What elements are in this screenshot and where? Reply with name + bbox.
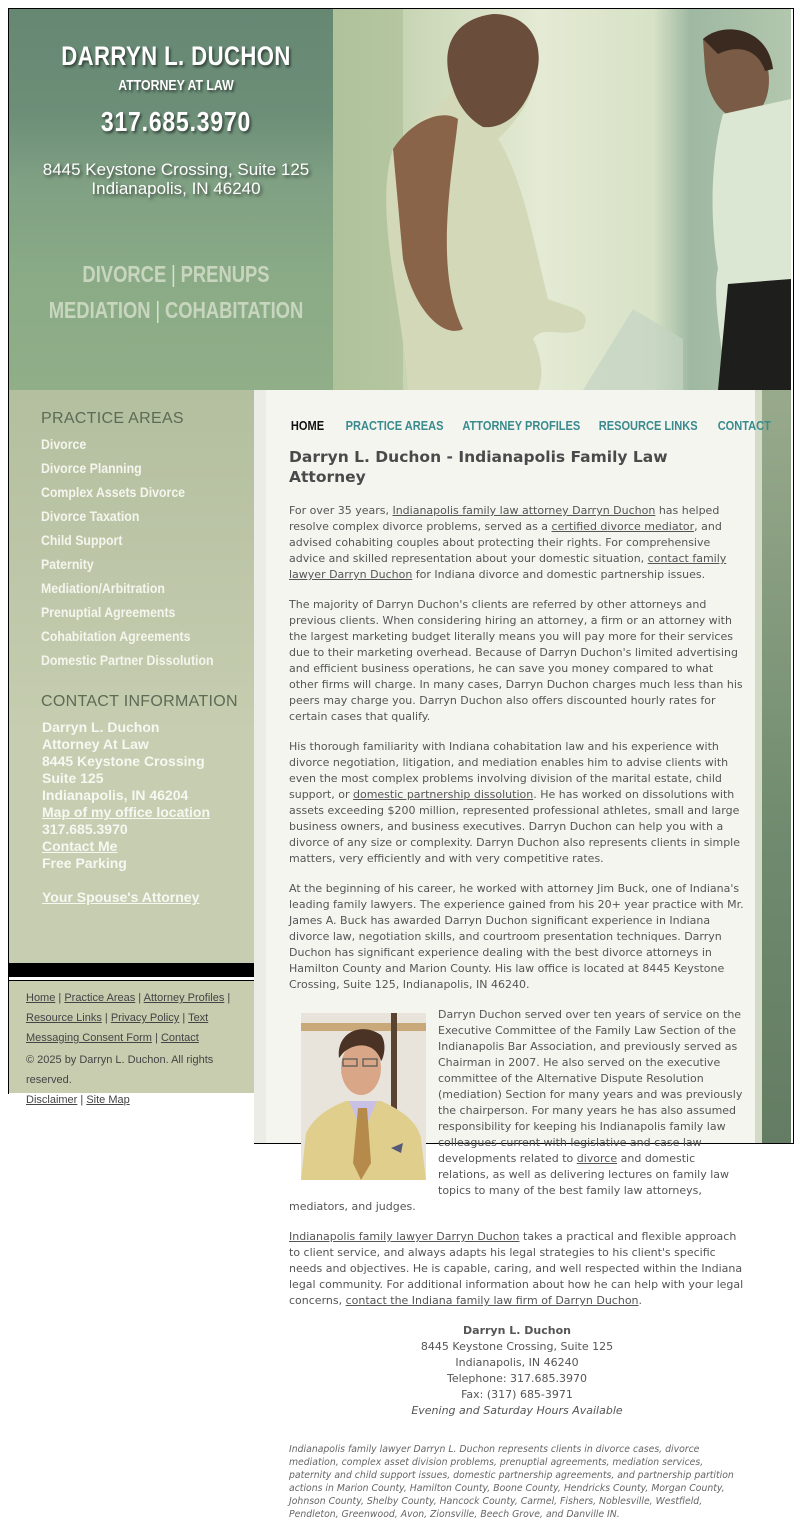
tab-resource-links[interactable]: RESOURCE LINKS — [598, 417, 698, 433]
header-name: DARRYN L. DUCHON — [61, 41, 291, 71]
paragraph-text: and domestic relations, as well as delivering lectures on family law topics to many of the best family law attorneys, mediators, and judges. — [289, 1152, 729, 1213]
paragraph-text: . He has worked on dissolutions with assets exceeding $200 million, represented professional athletes, small and large business owners, and business executives. Darryn Duchon can help you with a divorce of any size or complexity. Darryn Duchon also represents clients in simple matters, very efficiently and with very competitive rates. — [289, 788, 740, 865]
tab-contact[interactable]: CONTACT — [717, 417, 771, 433]
footer-link-text-messaging-consent[interactable]: Text Messaging Consent Form — [26, 1012, 209, 1044]
spouse-attorney-link[interactable]: Your Spouse's Attorney — [42, 889, 200, 905]
paragraph-text: takes a practical and flexible approach to client service, and always adapts his legal strategies to his client's specific needs and objectives. He is capable, caring, and well respected within the Indiana legal community. For additional information about how he can help with your legal concerns, — [289, 1230, 744, 1307]
header-banner — [9, 9, 791, 390]
paragraph-text: His thorough familiarity with Indiana cohabitation law and his experience with divorce negotiation, litigation, and mediation enables him to advise clients with even the most complex problems involving division of the marital estate, child support, or — [289, 740, 729, 801]
contact-name: Darryn L. Duchon — [42, 719, 160, 735]
inline-link[interactable]: contact the Indiana family law firm of Darryn Duchon — [345, 1294, 639, 1307]
footer: Home | Practice Areas | Attorney Profiles | Resource Links | Privacy Policy | Text Messaging Consent Form | Contact © 2025 by Darryn L. Duchon. All rights reserved. Disclaimer | Site Map — [9, 981, 254, 1093]
inline-link[interactable]: domestic partnership dissolution — [352, 788, 534, 801]
header-info-panel — [9, 9, 333, 390]
sidebar-item-divorce-planning[interactable]: Divorce Planning — [41, 460, 142, 476]
tagline-mediation: MEDIATION — [48, 297, 151, 323]
inline-link[interactable]: Indianapolis family lawyer Darryn Duchon — [289, 1230, 520, 1243]
address-fax: Fax: (317) 685-3971 — [461, 1388, 573, 1401]
right-border-light — [755, 390, 762, 1143]
header-couple-photo — [333, 9, 791, 390]
footer-link-resource-links[interactable]: Resource Links — [26, 1012, 102, 1024]
tagline-row-1: DIVORCE | PRENUPS — [82, 261, 270, 287]
inline-link[interactable]: divorce — [576, 1152, 618, 1165]
tab-practice-areas[interactable]: PRACTICE AREAS — [345, 417, 444, 433]
sidebar-item-cohabitation-agreements[interactable]: Cohabitation Agreements — [41, 628, 191, 644]
paragraph-intro — [289, 503, 745, 583]
contact-title: Attorney At Law — [42, 736, 149, 752]
footer-link-contact[interactable]: Contact — [160, 1032, 199, 1044]
footer-link-practice-areas[interactable]: Practice Areas — [64, 992, 136, 1004]
paragraph-referrals — [289, 597, 745, 725]
sidebar-item-prenuptial-agreements[interactable]: Prenuptial Agreements — [41, 604, 176, 620]
tagline-divorce: DIVORCE — [82, 261, 167, 287]
paragraph-text: Darryn Duchon served over ten years of service on the Executive Committee of the Family Law Section of the Indianapolis Bar Association, and previously served as Chairman in 2007. He also served on the executive committee of the Alternative Dispute Resolution (mediation) Section for many years and was previously the chairperson. For many years he has also assumed responsibility for keeping his Indianapolis family law colleagues current with legislative and case law developments related to — [438, 1008, 743, 1165]
contact-me-link[interactable]: Contact Me — [42, 838, 118, 854]
address-hours: Evening and Saturday Hours Available — [411, 1404, 623, 1417]
paragraph-text: . — [638, 1294, 643, 1307]
sidebar-item-paternity[interactable]: Paternity — [41, 556, 94, 572]
sidebar-item-mediation-arbitration[interactable]: Mediation/Arbitration — [41, 580, 165, 596]
footer-link-site-map[interactable]: Site Map — [86, 1094, 130, 1106]
address-city: Indianapolis, IN 46240 — [455, 1356, 579, 1369]
address-telephone: Telephone: 317.685.3970 — [446, 1372, 588, 1385]
sidebar-divider-bar — [9, 963, 254, 977]
right-border-green — [762, 390, 791, 1143]
contact-suite: Suite 125 — [42, 770, 104, 786]
paragraph-text: At the beginning of his career, he worked with attorney Jim Buck, one of Indiana's leading family lawyers. The experience gained from his 20+ year practice with Mr. James A. Buck has awarded Darryn Duchon significant experience in Indiana divorce law, negotiation skills, and courtroom presentation techniques. Darryn Duchon has significant experience dealing with the best divorce attorneys in Hamilton County and Marion County. His law office is located at 8445 Keystone Crossing, Suite 125, Indianapolis, IN 46240. — [289, 882, 744, 991]
contact-city: Indianapolis, IN 46204 — [42, 787, 189, 803]
sidebar-item-child-support[interactable]: Child Support — [41, 532, 123, 548]
sidebar-item-divorce-taxation[interactable]: Divorce Taxation — [41, 508, 140, 524]
tagline-row-2: MEDIATION | COHABITATION — [48, 297, 304, 323]
footer-link-privacy-policy[interactable]: Privacy Policy — [110, 1012, 180, 1024]
inline-link[interactable]: Indianapolis family law attorney Darryn Duchon — [392, 504, 656, 517]
sidebar-item-complex-assets-divorce[interactable]: Complex Assets Divorce — [41, 484, 186, 500]
paragraph-experience — [289, 739, 745, 867]
address-name: Darryn L. Duchon — [463, 1324, 571, 1337]
paragraph-text: For over 35 years, — [289, 504, 393, 517]
inline-link[interactable]: contact family lawyer Darryn Duchon — [289, 552, 727, 581]
paragraph-career — [289, 881, 745, 993]
paragraph-text: , and advised cohabiting couples about protecting their rights. For comprehensive advice and skilled representation about your domestic situation, — [289, 520, 722, 565]
header-phone: 317.685.3970 — [100, 106, 252, 137]
top-nav — [288, 416, 771, 434]
tagline-prenups: PRENUPS — [180, 261, 270, 287]
contact-phone: 317.685.3970 — [42, 821, 128, 837]
sidebar-item-domestic-partner-dissolution[interactable]: Domestic Partner Dissolution — [41, 652, 214, 668]
map-office-link[interactable]: Map of my office location — [42, 804, 211, 820]
paragraph-text: The majority of Darryn Duchon's clients are referred by other attorneys and previous clients. When considering hiring an attorney, a firm or an attorney with the largest marketing budget literally means you will pay more for their services due to their marketing overhead. Because of Darryn Duchon's limited advertising and efficient business operations, he can save you money compared to what other firms will charge. In many cases, Darryn Duchon charges much less than his peers may charge you. Darryn Duchon also offers discounted hourly rates for certain cases that qualify. — [289, 598, 743, 723]
content-left-strip — [254, 390, 266, 1143]
page-title: Darryn L. Duchon - Indianapolis Family Law Attorney — [289, 448, 668, 486]
attorney-portrait-photo — [301, 1013, 426, 1180]
paragraph-text: has helped resolve complex divorce problems, served as a — [289, 504, 720, 533]
address-block — [289, 1323, 745, 1419]
footer-link-home[interactable]: Home — [26, 992, 56, 1004]
footer-link-disclaimer[interactable]: Disclaimer — [26, 1094, 78, 1106]
inline-link[interactable]: certified divorce mediator — [551, 520, 695, 533]
footer-link-attorney-profiles[interactable]: Attorney Profiles — [143, 992, 225, 1004]
contact-street: 8445 Keystone Crossing — [42, 753, 205, 769]
contact-information-heading: CONTACT INFORMATION — [41, 693, 238, 710]
tab-attorney-profiles[interactable]: ATTORNEY PROFILES — [462, 417, 581, 433]
tagline-cohabitation: COHABITATION — [164, 297, 304, 323]
address-street: 8445 Keystone Crossing, Suite 125 — [420, 1340, 614, 1353]
paragraph-approach — [289, 1229, 745, 1309]
practice-areas-heading: PRACTICE AREAS — [41, 410, 184, 427]
footer-links: Home | Practice Areas | Attorney Profiles | Resource Links | Privacy Policy | Text Messaging Consent Form | Contact — [26, 992, 231, 1044]
copyright: © 2025 by Darryn L. Duchon. All rights reserved. — [26, 1054, 214, 1086]
sidebar — [9, 390, 254, 963]
sidebar-item-divorce[interactable]: Divorce — [41, 436, 87, 452]
tab-home[interactable]: HOME — [290, 417, 325, 433]
main-content — [289, 447, 745, 1521]
header-address-line2: Indianapolis, IN 46240 — [91, 179, 261, 198]
paragraph-text: for Indiana divorce and domestic partnership issues. — [412, 568, 706, 581]
free-parking: Free Parking — [42, 855, 127, 871]
header-subtitle: ATTORNEY AT LAW — [118, 77, 234, 94]
header-address-line1: 8445 Keystone Crossing, Suite 125 — [42, 160, 310, 179]
service-area-disclaimer: Indianapolis family lawyer Darryn L. Duchon represents clients in divorce cases, divorce mediation, complex asset division problems, prenuptial agreements, mediation services, paternity and child support issues, domestic partnership agreements, and partnership partition actions in Marion County, Hamilton County, Boone County, Hendricks County, Morgan County, Johnson County, Shelby County, Hancock County, Carmel, Fishers, Noblesville, Westfield, Pendleton, Greenwood, Avon, Zionsville, Beech Grove, and Danville IN. — [289, 1444, 734, 1520]
